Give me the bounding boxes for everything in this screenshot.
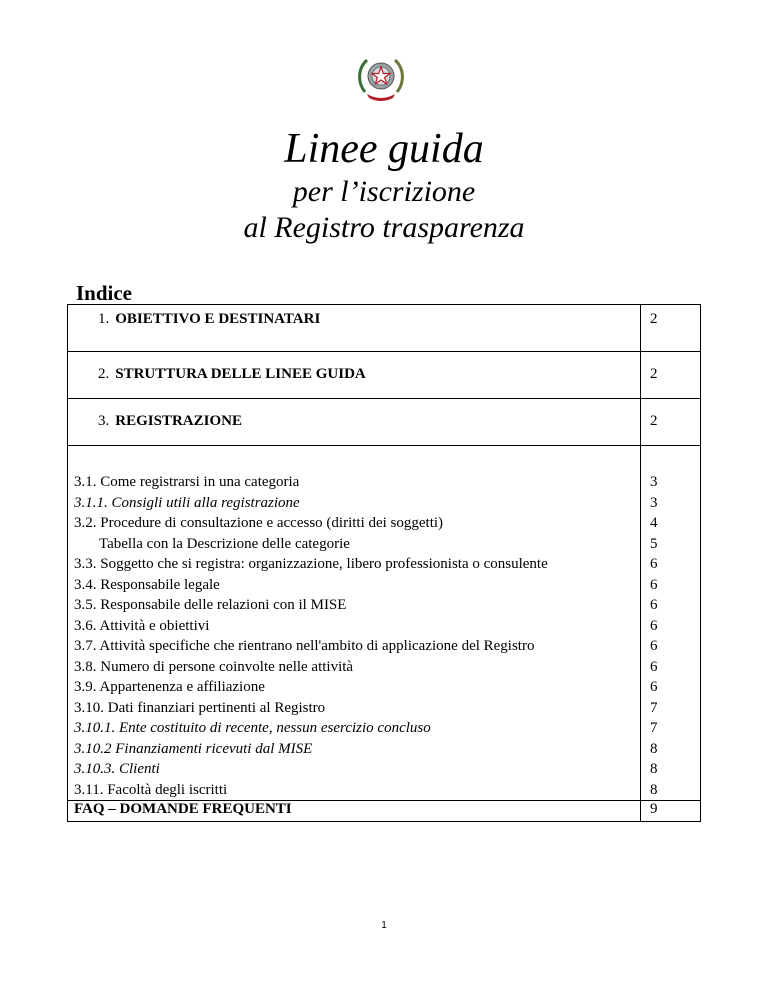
toc-heading: Indice (76, 281, 133, 305)
toc-page-number: 6 (650, 597, 658, 613)
toc-entry-label: OBIETTIVO E DESTINATARI (115, 311, 321, 327)
table-of-contents (67, 304, 701, 822)
italian-republic-emblem-icon (355, 52, 407, 102)
toc-entry-number: 1. (98, 311, 110, 327)
toc-entry[interactable] (68, 399, 641, 446)
toc-subentry[interactable]: 3.1. Come registrarsi in una categoria (74, 474, 300, 490)
toc-row-faq (68, 801, 701, 822)
toc-page-number: 6 (650, 617, 658, 634)
toc-subentry[interactable]: 3.9. Appartenenza e affiliazione (74, 679, 265, 695)
toc-entry[interactable] (68, 305, 641, 352)
toc-subentry[interactable]: 3.7. Attività specifiche che rientrano nell'ambito di applicazione del Registro (74, 638, 535, 654)
toc-subsections-row (68, 446, 701, 801)
toc-subentry[interactable]: 3.4. Responsabile legale (74, 576, 220, 593)
toc-page-number: 2 (641, 305, 701, 352)
toc-subsection-pages (641, 446, 701, 801)
toc-page-number: 3 (650, 474, 658, 490)
toc-subentry[interactable]: 3.6. Attività e obiettivi (74, 617, 210, 634)
document-subtitle-line-1: per l’iscrizione (292, 175, 476, 208)
toc-subentry[interactable]: 3.10.2 Finanziamenti ricevuti dal MISE (74, 740, 313, 757)
toc-subentry[interactable]: 3.1.1. Consigli utili alla registrazione (74, 494, 300, 511)
page-number: 1 (381, 920, 387, 931)
toc-page-number: 6 (650, 576, 658, 593)
toc-page-number: 2 (641, 352, 701, 399)
toc-page-number: 3 (650, 494, 658, 511)
toc-entry-number: 2. (98, 366, 110, 382)
toc-page-number: 7 (650, 699, 658, 716)
toc-page-number: 5 (650, 535, 658, 552)
toc-row-struttura (68, 352, 701, 399)
toc-page-number: 9 (641, 801, 701, 822)
toc-entry-label: STRUTTURA DELLE LINEE GUIDA (115, 366, 366, 382)
toc-subentry[interactable]: 3.5. Responsabile delle relazioni con il MISE (74, 597, 347, 613)
toc-page-number: 8 (650, 781, 658, 798)
toc-page-number: 8 (650, 740, 658, 757)
toc-page-number: 6 (650, 679, 658, 695)
toc-page-number: 8 (650, 761, 658, 777)
toc-entry[interactable] (68, 352, 641, 399)
toc-row-registrazione (68, 399, 701, 446)
toc-entry-number: 3. (98, 413, 110, 429)
toc-page-number: 4 (650, 515, 658, 531)
toc-subentry[interactable]: Tabella con la Descrizione delle categorie (99, 535, 350, 552)
toc-page-number: 6 (650, 638, 658, 654)
toc-subentry[interactable]: 3.8. Numero di persone coinvolte nelle attività (74, 658, 354, 675)
toc-subentry[interactable]: 3.10.1. Ente costituito di recente, nessun esercizio concluso (74, 720, 431, 736)
toc-page-number: 6 (650, 556, 658, 572)
toc-row-obiettivo (68, 305, 701, 352)
toc-page-number: 6 (650, 658, 658, 675)
toc-subentry[interactable]: 3.10. Dati finanziari pertinenti al Registro (74, 699, 326, 716)
toc-subentry[interactable]: 3.11. Facoltà degli iscritti (74, 781, 228, 798)
document-title: Linee guida (284, 126, 484, 172)
toc-faq-entry[interactable]: FAQ – DOMANDE FREQUENTI (68, 801, 641, 822)
toc-page-number: 2 (641, 399, 701, 446)
toc-subentry[interactable]: 3.10.3. Clienti (74, 761, 160, 777)
toc-entry-label: REGISTRAZIONE (115, 413, 242, 429)
toc-subentry[interactable]: 3.3. Soggetto che si registra: organizzazione, libero professionista o consulente (74, 556, 548, 572)
document-subtitle-line-2: al Registro trasparenza (243, 211, 525, 244)
toc-page-number: 7 (650, 720, 658, 736)
toc-subsection-list (68, 446, 641, 801)
toc-subentry[interactable]: 3.2. Procedure di consultazione e accesso (diritti dei soggetti) (74, 515, 444, 531)
